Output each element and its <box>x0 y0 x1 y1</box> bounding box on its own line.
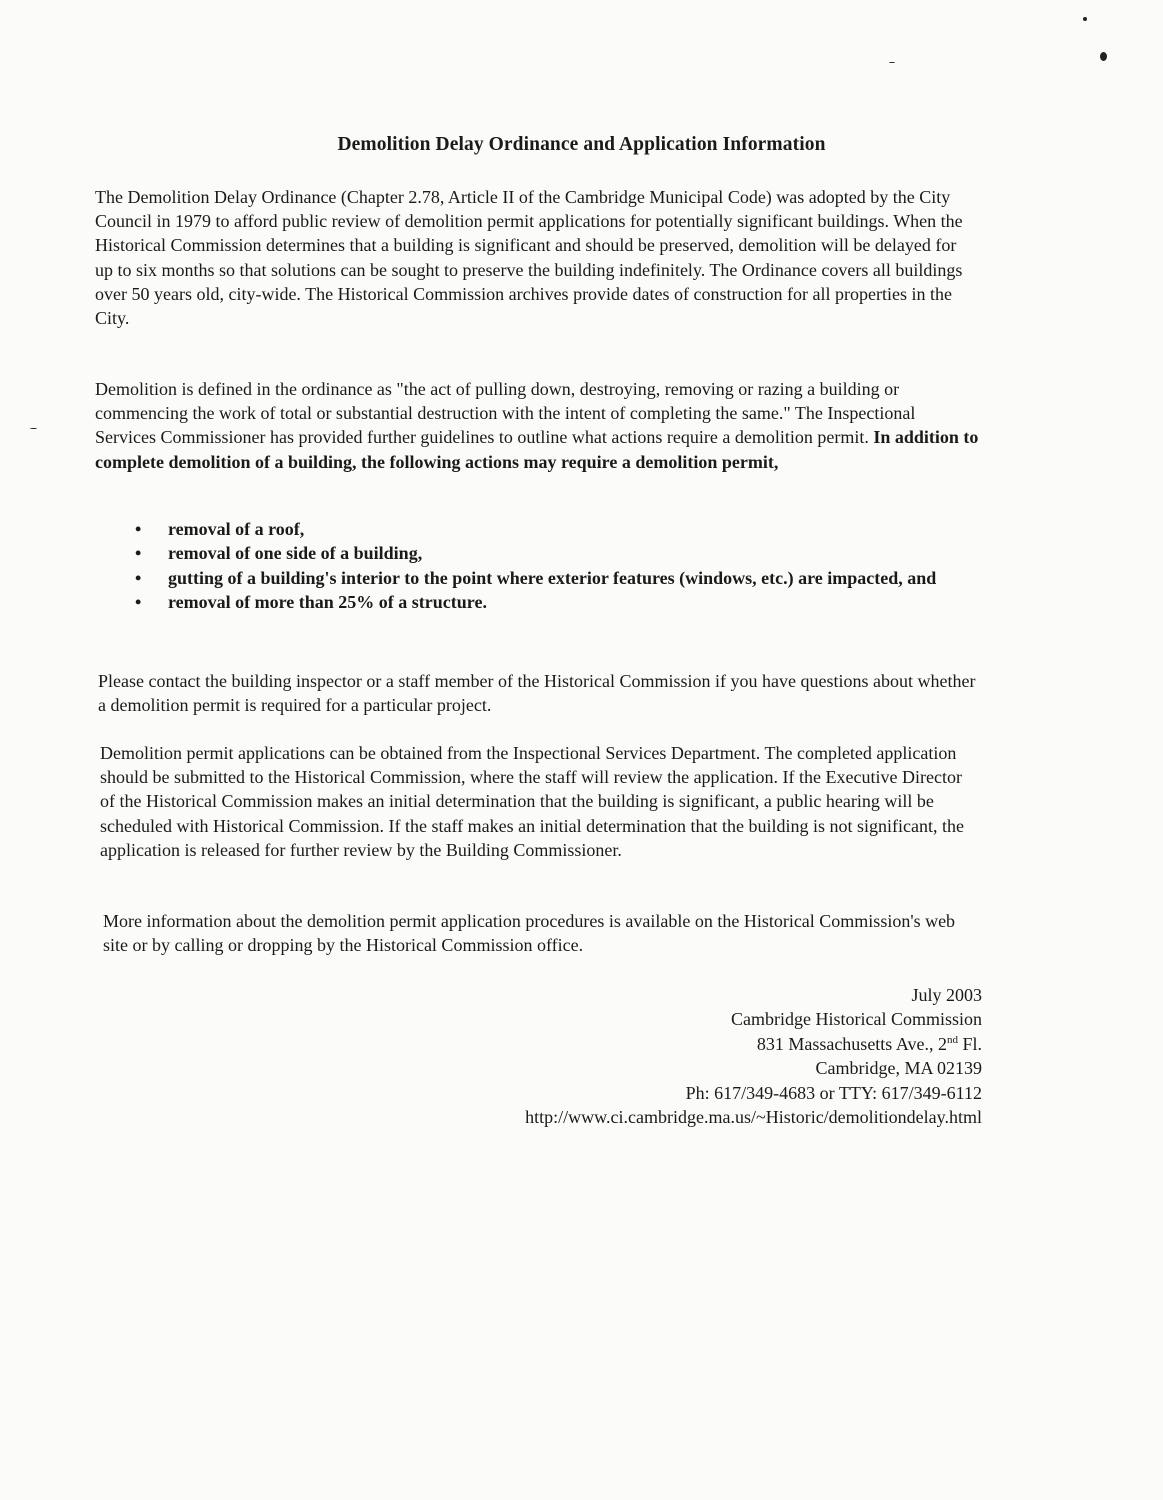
list-item <box>130 517 970 541</box>
address-street: 831 Massachusetts Ave., 2 <box>756 1033 947 1054</box>
signature-date: July 2003 <box>911 985 982 1005</box>
list-item-text: removal of one side of a building, <box>168 543 423 564</box>
signature-phone: Ph: 617/349-4683 or TTY: 617/349-6112 <box>685 1082 982 1103</box>
scan-speck <box>1083 17 1087 21</box>
definition-paragraph <box>95 377 980 474</box>
address-floor: Fl. <box>957 1033 982 1054</box>
actions-list <box>130 517 970 615</box>
bullet-icon: • <box>135 543 142 564</box>
signature-url[interactable]: http://www.ci.cambridge.ma.us/~Historic/demolitiondelay.html <box>525 1107 982 1128</box>
signature-address <box>525 1032 982 1056</box>
list-item-text: gutting of a building's interior to the point where exterior features (windows, etc.) are impacted, and <box>168 567 937 588</box>
list-item <box>130 566 970 590</box>
scan-speck <box>1100 52 1107 61</box>
intro-paragraph: The Demolition Delay Ordinance (Chapter 2.78, Article II of the Cambridge Municipal Code) was adopted by the City Council in 1979 to afford public review of demolition permit applications for potentially significant buildings. When the Historical Commission determines that a building is significant and should be preserved, demolition will be delayed for up to six months so that solutions can be sought to preserve the building indefinitely. The Ordinance covers all buildings over 50 years old, city-wide. The Historical Commission archives provide dates of construction for all properties in the City. <box>95 187 963 329</box>
scan-speck <box>30 428 37 429</box>
signature-block <box>525 983 982 1129</box>
definition-bold-text: In addition to complete demolition of a building, the following actions may require a demolition permit, <box>95 427 979 472</box>
address-floor-ordinal: nd <box>946 1033 958 1046</box>
definition-text: Demolition is defined in the ordinance as "the act of pulling down, destroying, removing or razing a building or commencing the work of total or substantial destruction with the intent of completing the same." The Inspectional Services Commissioner has provided further guidelines to outline what actions require a demolition permit. <box>95 379 916 448</box>
list-item-text: removal of more than 25% of a structure. <box>168 592 487 613</box>
application-paragraph: Demolition permit applications can be obtained from the Inspectional Services Department. The completed application should be submitted to the Historical Commission, where the staff will review the application. If the Executive Director of the Historical Commission makes an initial determination that the building is significant, a public hearing will be scheduled with Historical Commission. If the staff makes an initial determination that the building is not significant, the application is released for further review by the Building Commissioner. <box>100 743 965 860</box>
contact-paragraph: Please contact the building inspector or a staff member of the Historical Commission if you have questions about whether a demolition permit is required for a particular project. <box>98 671 976 716</box>
more-info-paragraph: More information about the demolition permit application procedures is available on the Historical Commission's web site or by calling or dropping by the Historical Commission office. <box>103 911 956 956</box>
bullet-icon: • <box>135 519 142 539</box>
scan-speck <box>889 62 895 63</box>
document-title: Demolition Delay Ordinance and Application Information <box>337 134 826 155</box>
list-item <box>130 541 970 565</box>
list-item <box>130 590 970 614</box>
signature-organization: Cambridge Historical Commission <box>731 1009 982 1030</box>
list-item-text: removal of a roof, <box>168 519 305 539</box>
signature-city: Cambridge, MA 02139 <box>815 1058 982 1079</box>
bullet-icon: • <box>135 567 142 588</box>
bullet-icon: • <box>135 592 142 613</box>
